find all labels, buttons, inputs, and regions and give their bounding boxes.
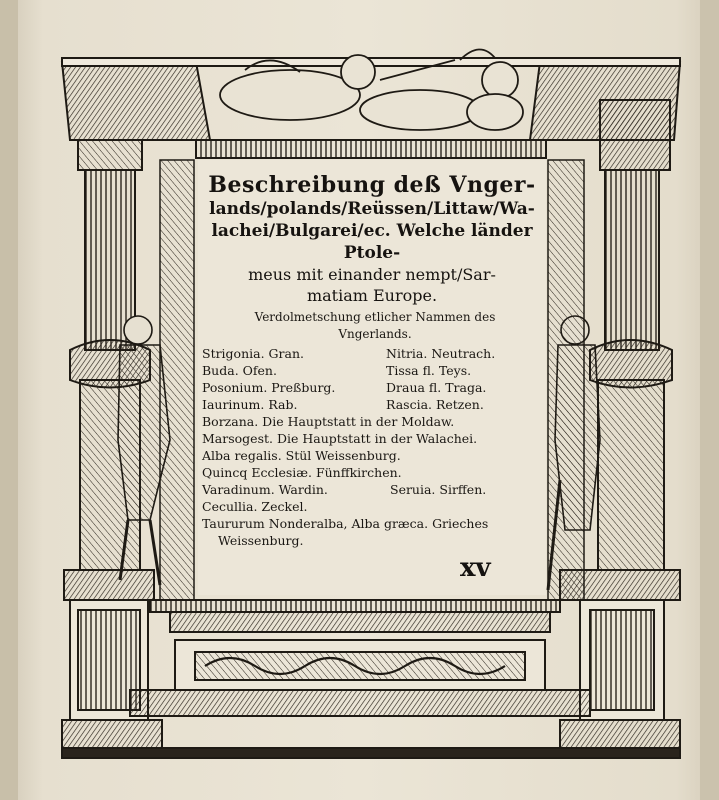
subheading-line-1: Verdolmetschung etlicher Nammen des (254, 310, 496, 324)
entry-strigonia: Strigonia. Gran. (202, 346, 304, 361)
title-line-5: matiam Europe. (306, 286, 438, 305)
page-title (200, 172, 544, 306)
entry-cecullia: Cecullia. Zeckel. (202, 499, 308, 514)
title-line-2: lands/polands/Reüssen/Littaw/Wa- (209, 199, 535, 219)
entry-varadinum: Varadinum. Wardin. (202, 482, 328, 497)
entry-borzana: Borzana. Die Hauptstatt in der Moldaw. (202, 414, 455, 429)
entry-seruia: Seruia. Sirffen. (390, 482, 487, 497)
entry-marsogest: Marsogest. Die Hauptstatt in der Walachei. (202, 431, 478, 446)
entry-nitria: Nitria. Neutrach. (386, 346, 496, 361)
title-line-1: Beschreibung deß Vnger- (208, 172, 536, 198)
entry-posonium: Posonium. Preßburg. (202, 380, 336, 395)
entry-iaurinum: Iaurinum. Rab. (202, 397, 298, 412)
entry-draua: Draua fl. Traga. (386, 380, 487, 395)
folio-number: xv (460, 553, 491, 583)
subheading (215, 309, 535, 343)
title-line-4: meus mit einander nempt/Sar- (248, 265, 496, 284)
entry-weissenburg: Weissenburg. (218, 533, 304, 548)
subheading-line-2: Vngerlands. (338, 327, 412, 341)
title-line-3: lachei/Bulgarei/ec. Welche länder Ptole- (211, 221, 533, 263)
entry-quincq: Quincq Ecclesiæ. Fünffkirchen. (202, 465, 402, 480)
entry-taururum: Taururum Nonderalba, Alba græca. Grieches (202, 516, 489, 531)
entry-rascia: Rascia. Retzen. (386, 397, 484, 412)
entry-tissa: Tissa fl. Teys. (386, 363, 472, 378)
entry-alba-regalis: Alba regalis. Stül Weissenburg. (202, 448, 401, 463)
entry-buda: Buda. Ofen. (202, 363, 277, 378)
